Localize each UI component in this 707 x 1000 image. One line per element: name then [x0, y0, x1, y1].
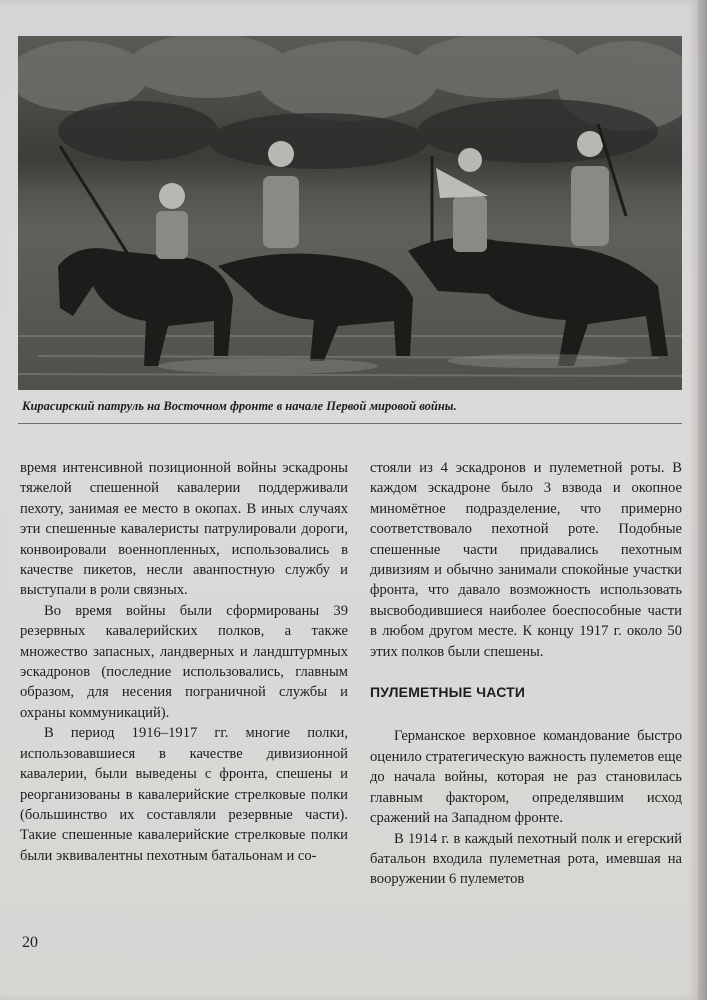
right-column	[370, 458, 682, 890]
paragraph: время интенсивной позиционной войны эскадроны тяжелой спешенной кавалерии поддерживали пехоту, занимая ее место в окопах. В иных случаях эти спешенные кавалеристы патрулировали дороги, конвоировали военнопленных, использовались в качестве пикетов, несли аванпостную службу и выступали в роли связных.	[20, 460, 348, 599]
section-heading: ПУЛЕМЕТНЫЕ ЧАСТИ	[370, 684, 526, 701]
paragraph: Германское верховное командование быстро оценило стратегическую важность пулеметов еще до начала войны, которая не раз становилась главным фактором, определявшим исход сражений на Западном фронте.	[370, 728, 682, 827]
left-column	[20, 458, 348, 866]
paragraph: Во время войны были сформированы 39 резервных кавалерийских полков, а также множество запасных, ландверных и ландштурмных эскадронов (последние использовались, главным образом, для несения пограничной службы и охраны коммуникаций).	[20, 602, 348, 721]
paragraph: В период 1916–1917 гг. многие полки, использовавшиеся в качестве дивизионной кавалерии, были выведены с фронта, спешены и реорганизованы в кавалерийские стрелковые полки (большинство их составляли резервные части). Такие спешенные кавалерийские стрелковые полки были эквивалентны пехотным батальонам и со-	[20, 725, 348, 864]
paragraph: стояли из 4 эскадронов и пулеметной роты. В каждом эскадроне было 3 взвода и окопное миномётное подразделение, что примерно соответствовало пехотной роте. Подобные спешенные части придавались пехотным дивизиям и обычно занимали спокойные участки фронта, что давало возможность использовать высвободившиеся наиболее боеспособные части в любом другом месте. К концу 1917 г. около 50 этих полков были спешены.	[370, 460, 682, 660]
photo-caption: Кирасирский патруль на Восточном фронте в начале Первой мировой войны.	[22, 399, 457, 413]
photo-cuirassier-patrol	[18, 36, 682, 390]
page-number: 20	[22, 934, 38, 951]
paragraph: В 1914 г. в каждый пехотный полк и егерский батальон входила пулеметная рота, имевшая на вооружении 6 пулеметов	[370, 830, 682, 888]
book-spine	[698, 0, 707, 1000]
caption-divider	[18, 423, 682, 424]
